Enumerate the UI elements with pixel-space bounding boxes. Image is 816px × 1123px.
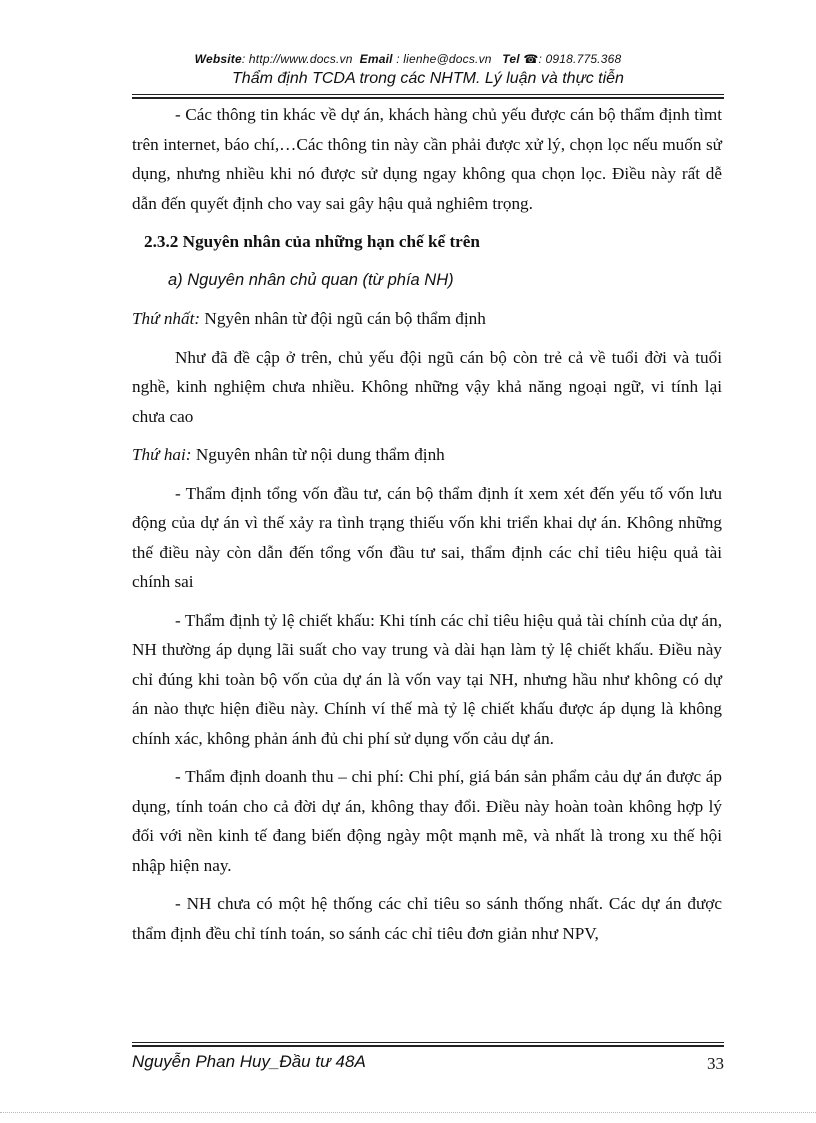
second-cause-label: Thứ hai:	[132, 445, 192, 464]
second-cause	[132, 440, 722, 470]
header-rule	[132, 94, 724, 95]
telephone-icon: ☎	[523, 52, 539, 66]
paragraph-indicators: - NH chưa có một hệ thống các chỉ tiêu so sánh thống nhất. Các dự án được thẩm định đều chỉ tính toán, so sánh các chỉ tiêu đơn giản như NPV,	[132, 894, 722, 943]
section-heading: 2.3.2 Nguyên nhân của những hạn chế kể trên	[144, 232, 480, 251]
email-label: Email	[359, 52, 393, 66]
first-cause-label: Thứ nhất:	[132, 309, 201, 328]
first-cause-text: Ngyên nhân từ đội ngũ cán bộ thẩm định	[200, 309, 486, 328]
second-cause-text: Nguyên nhân từ nội dung thẩm định	[191, 445, 445, 464]
page-number: 33	[707, 1054, 724, 1073]
header-contact-line	[0, 52, 816, 66]
subsection-heading: a) Nguyên nhân chủ quan (từ phía NH)	[168, 270, 454, 289]
footer-rule-thick	[132, 1045, 724, 1047]
footer-author: Nguyễn Phan Huy_Đầu tư 48A	[132, 1052, 366, 1071]
email-address: : lienhe@docs.vn	[396, 52, 492, 66]
tel-number: : 0918.775.368	[538, 52, 622, 66]
paragraph-internet-info: - Các thông tin khác về dự án, khách hàng chủ yếu được cán bộ thẩm định tìmt trên internet, báo chí,…Các thông tin này cần phải được xử lý, chọn lọc nếu muốn sử dụng, nhưng nhiều khi nó được sử dụng ngay không qua chọn lọc. Điều này rất dễ dẫn đến quyết định cho vay sai gây hậu quả nghiêm trọng.	[132, 105, 722, 213]
page-body	[132, 100, 722, 948]
website-url: : http://www.docs.vn	[241, 52, 353, 66]
website-label: Website	[194, 52, 242, 66]
paragraph-total-capital: - Thẩm định tổng vốn đầu tư, cán bộ thẩm định ít xem xét đến yếu tố vốn lưu động của dự án vì thế xảy ra tình trạng thiếu vốn khi triển khai dự án. Không những thế điều này còn dẫn đến tổng vốn đầu tư sai, thẩm định các chỉ tiêu hiệu quả tài chính sai	[132, 483, 722, 591]
tel-label: Tel	[502, 52, 520, 66]
first-cause	[132, 304, 722, 334]
page-edge-divider	[0, 1112, 816, 1113]
header-rule-thick	[132, 97, 724, 99]
document-title: Thẩm định TCDA trong các NHTM. Lý luận và thực tiễn	[232, 70, 624, 87]
footer-rule	[132, 1042, 724, 1043]
paragraph-revenue-cost: - Thẩm định doanh thu – chi phí: Chi phí, giá bán sản phẩm cảu dự án được áp dụng, tính toán cho cả đời dự án, không thay đổi. Điều này hoàn toàn không hợp lý đối với nền kinh tế đang biến động ngày một mạnh mẽ, và nhất là trong xu thế hội nhập hiện nay.	[132, 767, 722, 875]
paragraph-staff: Như đã đề cập ở trên, chủ yếu đội ngũ cán bộ còn trẻ cả về tuổi đời và tuổi nghề, kinh nghiệm chưa nhiều. Không những vậy khả năng ngoại ngữ, vi tính lại chưa cao	[132, 347, 722, 426]
paragraph-discount-rate: - Thẩm định tỷ lệ chiết khấu: Khi tính các chỉ tiêu hiệu quả tài chính của dự án, NH thường áp dụng lãi suất cho vay trung và dài hạn làm tỷ lệ chiết khấu. Điều này chỉ đúng khi toàn bộ vốn của dự án là vốn vay tại NH, nhưng hầu như không có dự án nào thực hiện điều này. Chính ví thế mà tỷ lệ chiết khấu được áp dụng là không chính xác, không phản ánh đủ chi phí sử dụng vốn cảu dự án.	[132, 610, 722, 748]
